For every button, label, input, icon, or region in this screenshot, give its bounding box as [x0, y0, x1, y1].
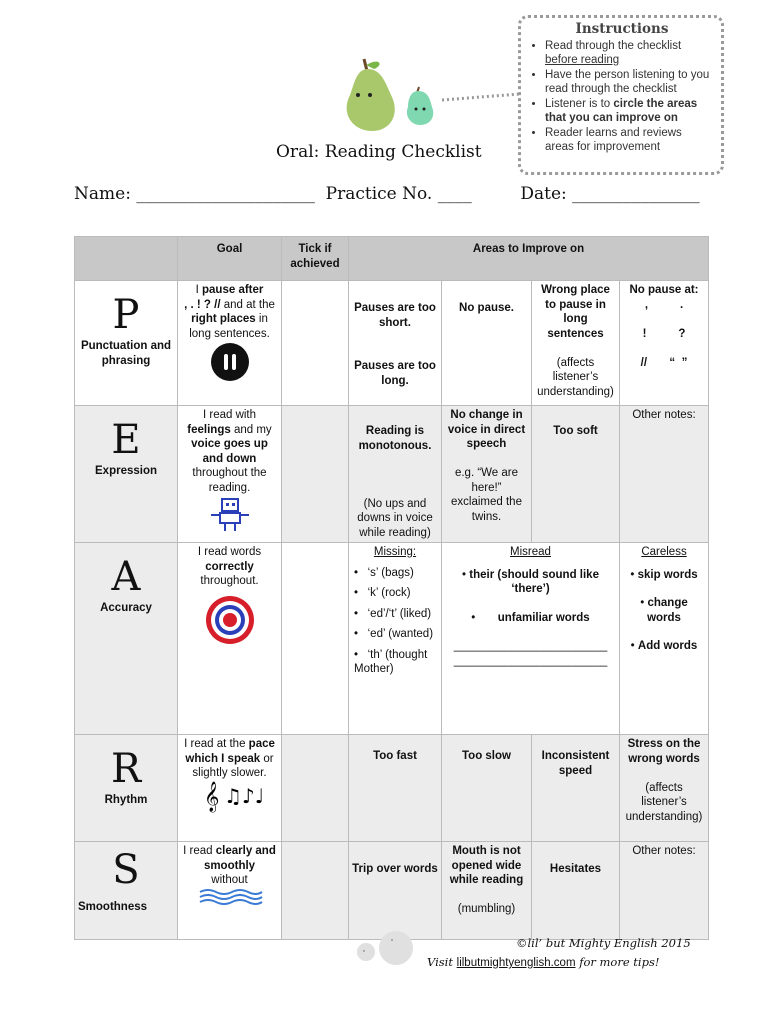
- list-item: • ‘th’ (thought Mother): [354, 648, 428, 675]
- music-notes-icon: [202, 779, 265, 812]
- list-item: • ‘ed’/‘t’ (liked): [354, 607, 432, 620]
- list-item: • unfamiliar words: [471, 611, 590, 624]
- list-item: • their (should sound like ‘there’): [462, 568, 599, 595]
- form-fields: [74, 184, 700, 204]
- area-cell[interactable]: Too slow: [442, 735, 532, 842]
- svg-text:𝄞: 𝄞: [204, 782, 220, 812]
- list-item: • change words: [640, 597, 688, 624]
- footer-visit: Visit lilbutmightyenglish.com for more tips!: [427, 955, 660, 969]
- area-cell[interactable]: Hesitates: [532, 842, 620, 940]
- table-row: [75, 842, 709, 940]
- category-cell: [75, 281, 178, 406]
- area-cell[interactable]: Wrong place to pause in long sentences (affects listener’s understanding): [532, 281, 620, 406]
- instruction-item: • Read through the checklist before reading: [545, 39, 713, 68]
- category-cell: [75, 735, 178, 842]
- area-cell[interactable]: Stress on the wrong words (affects listener’s understanding): [620, 735, 709, 842]
- table-row: [75, 281, 709, 406]
- missing-cell[interactable]: [349, 543, 442, 735]
- category-cell: [75, 842, 178, 940]
- tick-cell[interactable]: [282, 281, 349, 406]
- list-item: • ‘ed’ (wanted): [354, 628, 434, 640]
- category-label: Accuracy: [100, 602, 152, 614]
- list-item: • skip words: [630, 568, 698, 581]
- date-field[interactable]: Date: _______________: [520, 184, 700, 204]
- category-label: Punctuation and phrasing: [80, 340, 172, 367]
- category-cell: [75, 406, 178, 543]
- name-field[interactable]: Name: _____________________: [74, 184, 315, 204]
- writing-line[interactable]: ________________________: [453, 640, 608, 652]
- goal-cell: I pause after , . ! ? // and at the right places in long sentences.: [178, 281, 282, 406]
- area-cell[interactable]: No pause.: [442, 281, 532, 406]
- table-row: [75, 735, 709, 842]
- pear-logo-icon: [340, 55, 440, 135]
- copyright-text: ©lil’ but Mighty English 2015: [516, 936, 691, 950]
- careless-cell[interactable]: [620, 543, 709, 735]
- water-waves-icon: [198, 888, 262, 906]
- category-label: Expression: [95, 465, 157, 477]
- instruction-item: • Reader learns and reviews areas for improvement: [545, 126, 713, 155]
- list-item: • ‘k’ (rock): [354, 587, 411, 599]
- header-areas: Areas to Improve on: [349, 237, 709, 281]
- category-label: Rhythm: [104, 794, 148, 806]
- tick-cell[interactable]: [282, 543, 349, 735]
- pause-icon: [211, 343, 249, 381]
- header-tick: Tick if achieved: [282, 237, 349, 281]
- goal-cell: I read at the pace which I speak or slightly slower. 𝄞 ♫♪♩: [178, 735, 282, 842]
- table-row: [75, 543, 709, 735]
- header-goal: Goal: [178, 237, 282, 281]
- area-cell[interactable]: Reading is monotonous. (No ups and downs in voice while reading): [349, 406, 442, 543]
- category-letter: S: [112, 847, 140, 893]
- instructions-title: Instructions: [575, 21, 669, 37]
- tick-cell[interactable]: [282, 406, 349, 543]
- robot-icon: [207, 495, 253, 533]
- connector-line: [440, 92, 522, 106]
- area-cell[interactable]: No change in voice in direct speech e.g. “We are here!” exclaimed the twins.: [442, 406, 532, 543]
- instruction-item: • Listener is to circle the areas that you can improve on: [545, 97, 713, 126]
- grey-pear-icon: [352, 930, 416, 966]
- list-item: • Add words: [630, 640, 698, 652]
- category-label: Smoothness: [78, 901, 148, 913]
- category-letter: A: [111, 554, 141, 600]
- goal-cell: I read words correctly throughout.: [178, 543, 282, 735]
- checklist-table: [74, 236, 709, 940]
- website-link[interactable]: lilbutmightyenglish.com: [456, 957, 576, 969]
- target-icon: [205, 595, 255, 645]
- table-row: [75, 406, 709, 543]
- area-cell[interactable]: No pause at: , . ! ? // “ ”: [620, 281, 709, 406]
- goal-cell: I read clearly and smoothly without: [178, 842, 282, 940]
- category-cell: [75, 543, 178, 735]
- page-title: Oral: Reading Checklist: [276, 142, 482, 162]
- area-cell[interactable]: Pauses are too short. Pauses are too long.: [349, 281, 442, 406]
- category-letter: P: [112, 292, 140, 338]
- writing-line[interactable]: ________________________: [453, 654, 608, 667]
- header-blank: [75, 237, 178, 281]
- practice-field[interactable]: Practice No. ____: [325, 184, 472, 204]
- area-cell[interactable]: Too soft: [532, 406, 620, 543]
- instruction-item: • Have the person listening to you read through the checklist: [545, 68, 713, 97]
- instructions-box: [518, 15, 724, 175]
- misread-title: Misread: [510, 546, 551, 558]
- careless-title: Careless: [641, 546, 687, 558]
- notes-cell[interactable]: Other notes:: [620, 842, 709, 940]
- goal-cell: I read with feelings and my voice goes up and down throughout the reading.: [178, 406, 282, 543]
- area-cell[interactable]: Trip over words: [349, 842, 442, 940]
- tick-cell[interactable]: [282, 842, 349, 940]
- list-item: • ‘s’ (bags): [354, 566, 414, 579]
- svg-text:♫♪♩: ♫♪♩: [224, 784, 265, 808]
- area-cell[interactable]: Too fast: [349, 735, 442, 842]
- tick-cell[interactable]: [282, 735, 349, 842]
- missing-title: Missing:: [373, 546, 417, 558]
- area-cell[interactable]: Inconsistent speed: [532, 735, 620, 842]
- notes-cell[interactable]: Other notes:: [620, 406, 709, 543]
- category-letter: E: [111, 417, 141, 463]
- area-cell[interactable]: Mouth is not opened wide while reading (mumbling): [442, 842, 532, 940]
- misread-cell[interactable]: [442, 543, 620, 735]
- category-letter: R: [110, 746, 142, 792]
